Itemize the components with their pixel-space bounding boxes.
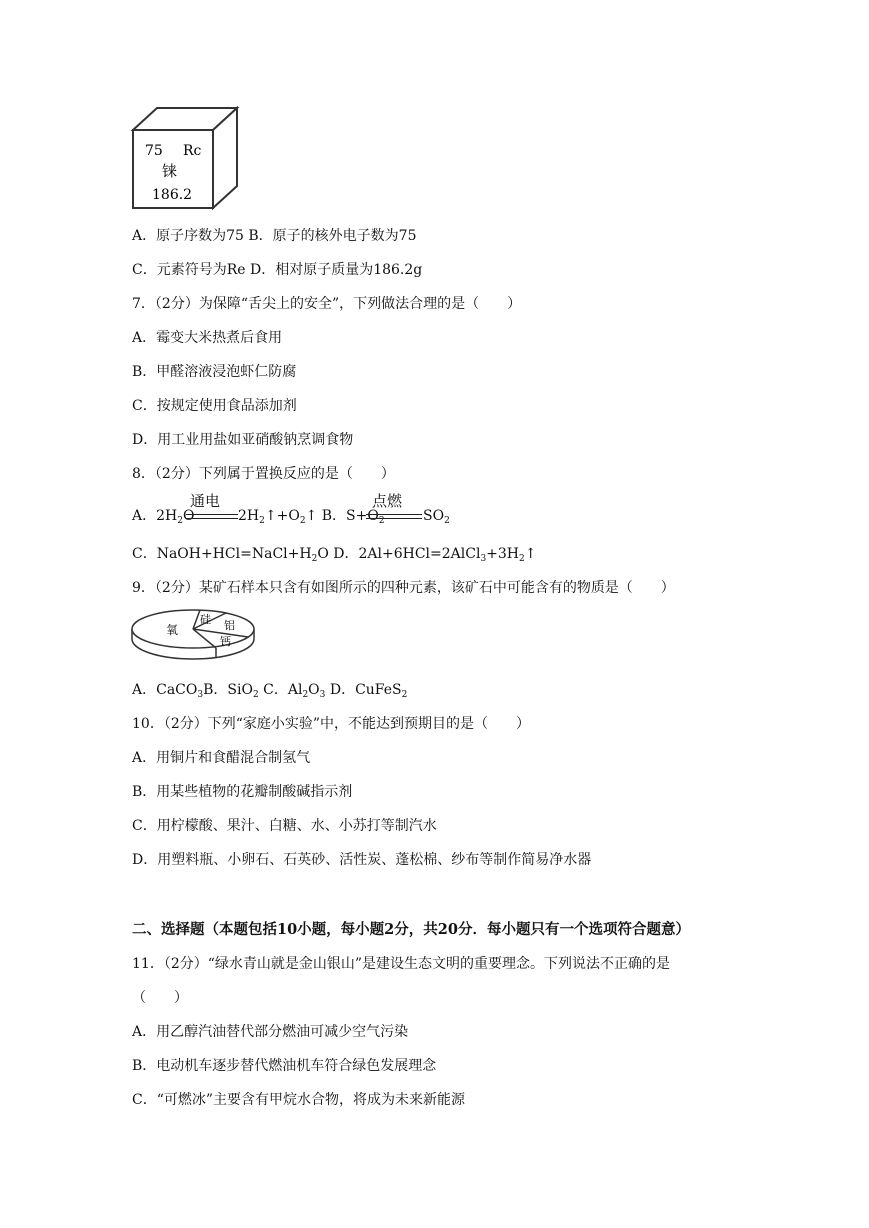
q8-b-condition: 点燃 (372, 492, 403, 510)
q7-option-a: A．霉变大米热煮后食用 (132, 330, 283, 346)
pie-label-oxygen: 氧 (166, 623, 179, 637)
q11-option-c: C．“可燃冰”主要含有甲烷水合物，将成为未来新能源 (132, 1092, 466, 1108)
section-2-heading: 二、选择题（本题包括10小题，每小题2分，共20分．每小题只有一个选项符合题意） (132, 921, 690, 938)
q11-option-a: A．用乙醇汽油替代部分燃油可减少空气污染 (132, 1024, 409, 1040)
q7-option-c: C．按规定使用食品添加剂 (132, 398, 297, 414)
q8-option-a-product: $2H_2↑+O_2↑$ B．$S+O_2$ (238, 508, 385, 526)
q10-option-a: A．用铜片和食醋混合制氢气 (132, 750, 311, 766)
q10-option-d: D．用塑料瓶、小卵石、石英砂、活性炭、蓬松棉、纱布等制作简易净水器 (132, 852, 592, 868)
q10-option-b: B．用某些植物的花瓣制酸碱指示剂 (132, 784, 353, 800)
q8-b-equals (366, 514, 422, 519)
q8-option-b-product: $SO_2$ (423, 508, 450, 526)
pie-label-calcium: 钙 (220, 635, 231, 648)
element-mass: 186.2 (152, 187, 193, 203)
q7-stem: 7．（2分）为保障“舌尖上的安全”，下列做法合理的是（ ） (132, 296, 522, 312)
q7-option-d: D．用工业用盐如亚硝酸钠烹调食物 (132, 432, 354, 448)
q9-stem: 9．（2分）某矿石样本只含有如图所示的四种元素，该矿石中可能含有的物质是（ ） (132, 580, 675, 596)
q6-options-line-1: A．原子序数为75 B．原子的核外电子数为75 (132, 228, 417, 244)
q6-options-line-2: C．元素符号为Re D．相对原子质量为186.2g (132, 262, 423, 278)
q11-stem-continued: （ ） (132, 990, 188, 1006)
element-card-figure (128, 104, 242, 216)
q8-a-condition: 通电 (190, 492, 221, 510)
q11-option-b: B．电动机车逐步替代燃油机车符合绿色发展理念 (132, 1058, 437, 1074)
q10-stem: 10．（2分）下列“家庭小实验”中，不能达到预期目的是（ ） (132, 716, 531, 732)
q8-a-equals (186, 514, 238, 519)
element-name: 铼 (162, 162, 178, 180)
q7-option-b: B．甲醛溶液浸泡虾仁防腐 (132, 364, 297, 380)
element-number: 75 (145, 143, 163, 159)
q9-pie-figure (128, 607, 258, 667)
q8-stem: 8．（2分）下列属于置换反应的是（ ） (132, 466, 395, 482)
q8-option-a-prefix: A．$2H_2O$ (132, 508, 195, 526)
q9-options: A．CaCO$_3$B．SiO$_2$ C．$Al_2O_3$ D．CuFeS$_2$ (132, 682, 408, 700)
pie-label-aluminum: 铝 (224, 619, 235, 632)
pie-label-silicon: 硅 (200, 613, 211, 626)
q11-stem: 11．（2分）“绿水青山就是金山银山”是建设生态文明的重要理念。下列说法不正确的是 (132, 956, 671, 972)
q10-option-c: C．用柠檬酸、果汁、白糖、水、小苏打等制汽水 (132, 818, 437, 834)
q8-option-cd: C．$NaOH+HCl=NaCl+H_2O$ D．$2Al+6HCl=2AlCl_3+3H_2↑$ (132, 546, 537, 564)
element-symbol: Rc (183, 143, 202, 159)
